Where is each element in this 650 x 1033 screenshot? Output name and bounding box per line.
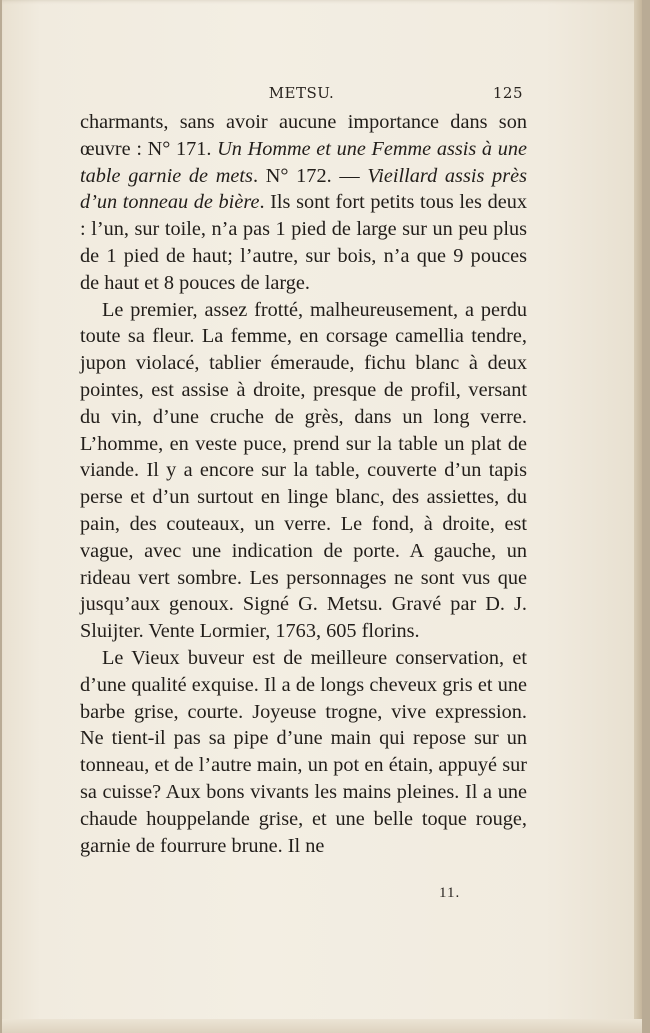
book-page — [2, 0, 642, 1033]
artwork-title: Un Homme et une Femme assis à une table garnie de mets — [80, 137, 527, 187]
page-bottom-edge — [2, 1019, 642, 1033]
paragraph — [80, 645, 527, 859]
paragraph — [80, 297, 527, 645]
text-segment: . N° 172. — — [252, 164, 368, 187]
text-segment: charmants, sans avoir aucune importance dans son œuvre : N° 171. — [80, 111, 527, 160]
text-segment: . Ils sont fort petits tous les deux : l’un, sur toile, n’a pas 1 pied de large sur un peu plus de 1 pied de haut; l’autre, sur bois, n’a que 9 pouces de haut et 8 pouces de large. — [80, 191, 527, 294]
paragraph — [80, 109, 527, 297]
text-segment: Le premier, assez frotté, malheureusement, a perdu toute sa fleur. La femme, en corsage camellia tendre, jupon violacé, tablier émeraude, fichu blanc à deux pointes, est assise à droite, presque de profil, versant du vin, d’une cruche de grès, dans un long verre. L’homme, en veste puce, prend sur la table un plat de viande. Il y a encore sur la table, couverte d’un tapis perse et d’un surtout en linge blanc, des assiettes, du pain, des couteaux, un verre. Le fond, à droite, est vague, avec une indication de porte. A gauche, un rideau vert sombre. Les personnages ne sont vus que jusqu’aux genoux. Signé G. Metsu. Gravé par D. J. Sluijter. Vente Lormier, 1763, 605 florins. — [80, 298, 527, 643]
body-text — [80, 109, 527, 859]
text-segment: Le Vieux buveur est de meilleure conservation, et d’une qualité exquise. Il a de longs cheveux gris et une barbe grise, courte. Joyeuse trogne, vive expression. Ne tient-il pas sa pipe d’une main qui repose sur un tonneau, et de l’autre main, un pot en étain, appuyé sur sa cuisse? Aux bons vivants les mains pleines. Il a une chaude houppelande grise, et une belle toque rouge, garnie de fourrure brune. Il ne — [80, 646, 527, 857]
signature-mark: 11. — [439, 885, 461, 901]
page-number: 125 — [492, 84, 523, 102]
artwork-title: Vieillard assis près d’un tonneau de bière — [80, 164, 527, 214]
running-title: METSU. — [268, 84, 335, 102]
page-edge — [634, 0, 642, 1033]
page-header — [80, 84, 523, 108]
